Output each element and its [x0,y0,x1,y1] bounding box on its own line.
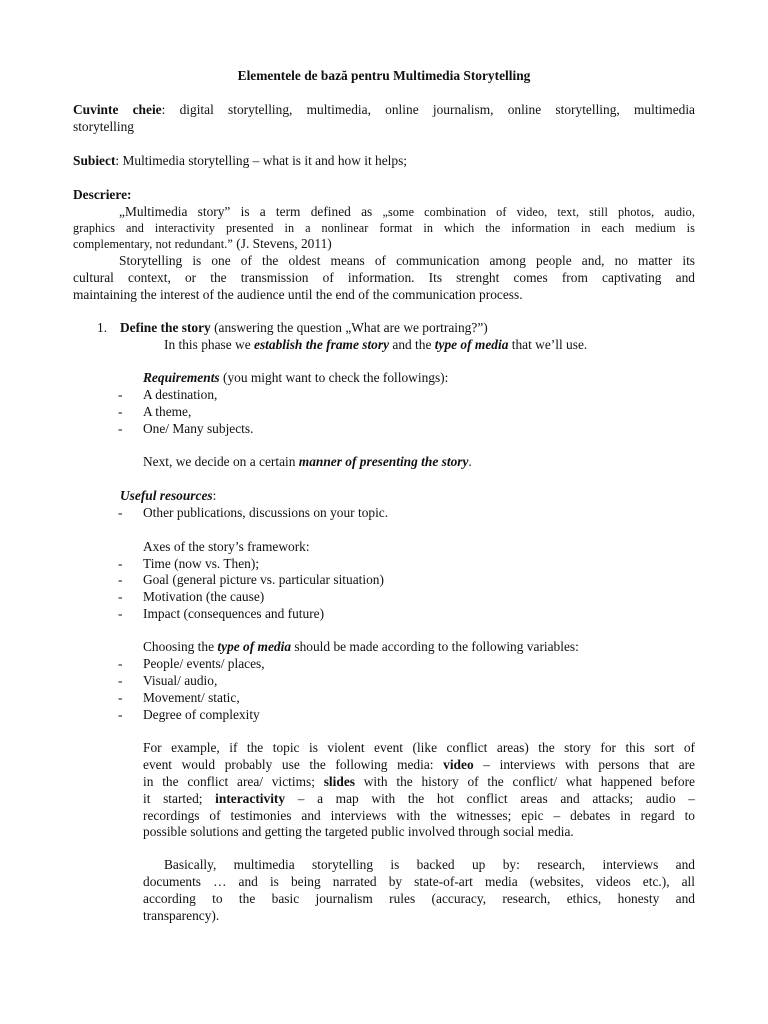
document-title: Elementele de bază pentru Multimedia Storytelling [237,68,531,83]
list-item: Degree of complexity [143,707,260,722]
description-quote-line-1: „Multimedia story” is a term defined as „some combination of video, text, still photos, audio, [119,204,695,219]
list-item: A destination, [143,387,218,402]
list-item: Other publications, discussions on your topic. [143,505,389,520]
list-item: People/ events/ places, [143,656,265,671]
basically-line-2: documents … and is being narrated by state-of-art media (websites, videos etc.), all [143,874,695,889]
basically-line-1: Basically, multimedia storytelling is backed up by: research, interviews and [164,857,695,872]
storytelling-para-line-1: Storytelling is one of the oldest means of communication among people and, no matter its [119,253,695,268]
list-item: Motivation (the cause) [143,589,265,604]
list-dash: - [118,404,123,419]
description-quote-line-3: complementary, not redundant.” (J. Stevens, 2011) [73,236,332,251]
list-dash: - [118,505,123,520]
choosing-line: Choosing the type of media should be made according to the following variables: [143,639,579,654]
list-dash: - [118,421,123,436]
list-dash: - [118,690,123,705]
storytelling-para-line-3: maintaining the interest of the audience until the end of the communication process. [73,287,523,302]
list-dash: - [118,606,123,621]
example-line-3: in the conflict area/ victims; slides with the history of the conflict/ what happened before [143,774,695,789]
list-item: A theme, [143,404,192,419]
description-label: Descriere: [73,187,132,202]
list-item: Goal (general picture vs. particular situation) [143,572,384,587]
keywords-line-1 [73,102,695,119]
list-dash: - [118,572,123,587]
keywords-text: : digital storytelling, multimedia, online journalism, online storytelling, multimedia [161,102,695,117]
keywords-line-2: storytelling [73,119,134,134]
list-item: Time (now vs. Then); [143,556,260,571]
example-line-1: For example, if the topic is violent event (like conflict areas) the story for this sort of [143,740,695,755]
list-item: Movement/ static, [143,690,240,705]
example-line-6: possible solutions and getting the targeted public involved through social media. [143,824,574,839]
list-item: Impact (consequences and future) [143,606,325,621]
list-dash: - [118,387,123,402]
list-dash: - [118,589,123,604]
subject-label: Subiect [73,153,116,168]
list-dash: - [118,707,123,722]
list-item: One/ Many subjects. [143,421,254,436]
basically-line-4: transparency). [143,908,220,923]
resources-heading: Useful resources: [120,488,217,503]
phase-line: In this phase we establish the frame story and the type of media that we’ll use. [164,337,588,352]
list-dash: - [118,556,123,571]
subject-line [73,153,695,170]
subject-text: : Multimedia storytelling – what is it and how it helps; [115,153,408,168]
list-dash: - [118,656,123,671]
list-item: Visual/ audio, [143,673,218,688]
example-line-2: event would probably use the following media: video – interviews with persons that are [143,757,695,772]
example-line-4: it started; interactivity – a map with the hot conflict areas and attacks; audio – [143,791,695,806]
example-line-5: recordings of testimonies and interviews with the witnesses; epic – debates in regard to [143,808,695,823]
list-dash: - [118,673,123,688]
section-heading: Define the story (answering the question „What are we portraing?”) [120,320,488,335]
next-line: Next, we decide on a certain manner of presenting the story. [143,454,472,469]
axes-heading: Axes of the story’s framework: [143,539,310,554]
section-number: 1. [97,320,108,335]
description-quote-line-2: graphics and interactivity presented in a nonlinear format in which the information in each medium is [73,221,695,235]
requirements-heading: Requirements (you might want to check the followings): [143,370,449,385]
keywords-label: Cuvinte cheie [73,102,162,117]
storytelling-para-line-2: cultural context, or the transmission of information. Its strenght comes from captivating and [73,270,695,285]
basically-line-3: according to the basic journalism rules (accuracy, research, ethics, honesty and [143,891,695,906]
